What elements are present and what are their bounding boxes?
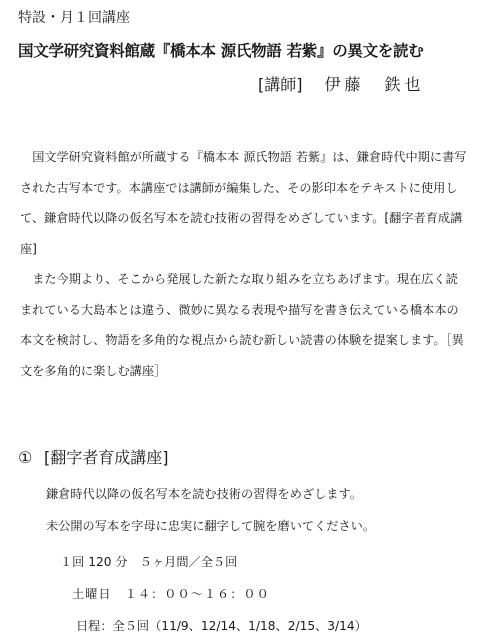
section-number: ① <box>18 448 33 467</box>
session-duration: １回 120 分 ５ヶ月間／全５回 <box>60 555 238 569</box>
section-title: [翻字者育成講座] <box>44 448 169 467</box>
section-description <box>46 478 375 542</box>
lecturer-role: [講師] <box>258 75 303 94</box>
course-title: 国文学研究資料館蔵『橋本本 源氏物語 若紫』の異文を読む <box>18 42 424 60</box>
lecturer-name: 伊藤 鉄也 <box>324 75 425 94</box>
course-category: 特設・月１回講座 <box>18 10 130 26</box>
description-paragraph-2: また今期より、そこから発展した新たな取り組みを立ちあげます。現在広く読まれている大島本とは違う、微妙に異なる表現や描写を書き伝えている橋本本の本文を検討し、物語を多角的な視点から読む新しい読書の体験を提案します。［異文を多角的に楽しむ講座］ <box>20 272 464 378</box>
section-line-1: 鎌倉時代以降の仮名写本を読む技術の習得をめざします。 <box>46 487 362 501</box>
session-schedule: 日程：全５回（11/9、12/14、1/18、2/15、3/14） <box>76 619 367 633</box>
course-description <box>20 142 468 386</box>
lecturer-line <box>258 74 425 96</box>
session-time: 土曜日 １４：００～１６：００ <box>72 587 270 601</box>
description-paragraph-1: 国文学研究資料館が所蔵する『橋本本 源氏物語 若紫』は、鎌倉時代中期に書写された古写本です。本講座では講師が編集した、その影印本をテキストに使用して、鎌倉時代以降の仮名写本を読む技術の習得をめざしています。[翻字者育成講座] <box>20 150 467 256</box>
section-line-2: 未公開の写本を字母に忠実に翻字して腕を磨いてください。 <box>46 519 376 533</box>
section-heading <box>18 446 169 470</box>
